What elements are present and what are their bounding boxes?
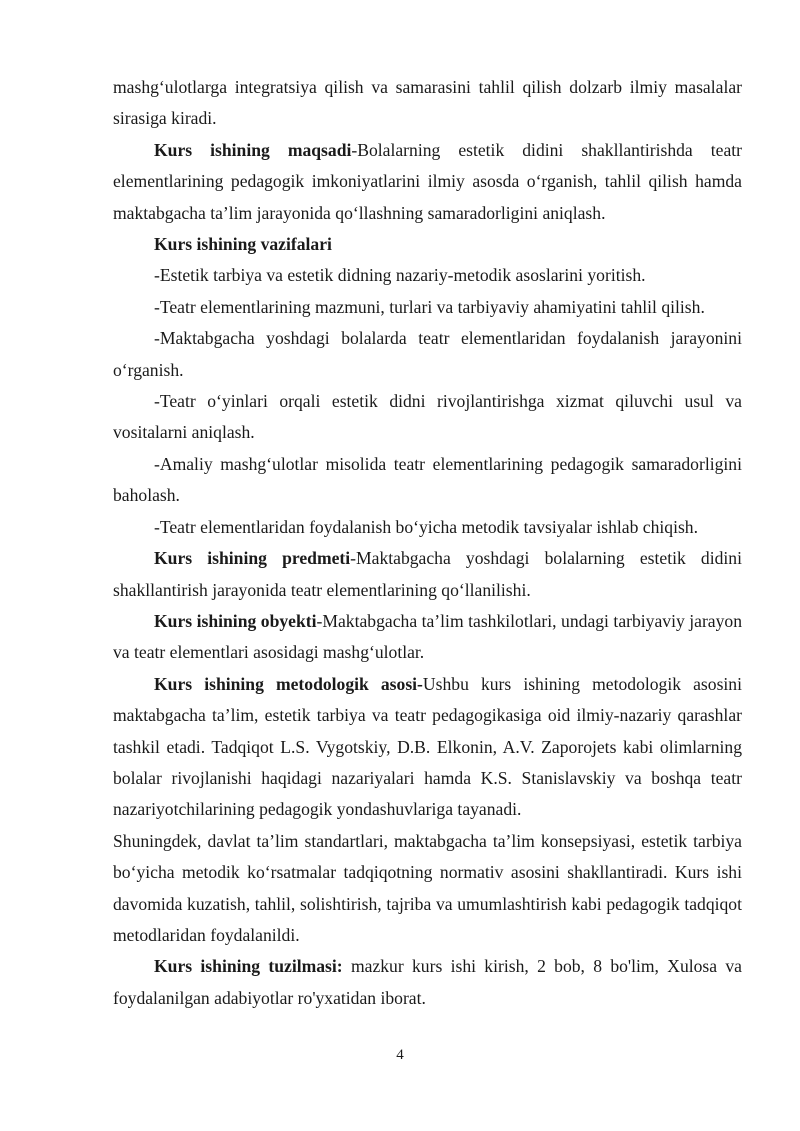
paragraph [113, 606, 742, 669]
paragraph-heading: Kurs ishining maqsadi [154, 139, 352, 160]
paragraph-text: -Teatr elementlarining mazmuni, turlari va tarbiyaviy ahamiyatini tahlil qilish. [154, 296, 705, 317]
paragraph [113, 543, 742, 606]
page-number: 4 [396, 1047, 404, 1063]
paragraph-text: -Amaliy mashg‘ulotlar misolida teatr elementlarining pedagogik samaradorligini baholash. [113, 453, 742, 506]
paragraph [113, 292, 742, 323]
paragraph-heading: Kurs ishining vazifalari [154, 234, 332, 255]
paragraph [113, 826, 742, 952]
paragraph-text: -Estetik tarbiya va estetik didning nazariy-metodik asoslarini yoritish. [154, 265, 646, 286]
paragraph-text: mashg‘ulotlarga integratsiya qilish va samarasini tahlil qilish dolzarb ilmiy masalalar sirasiga kiradi. [113, 77, 742, 129]
paragraph [113, 669, 742, 826]
paragraph [113, 260, 742, 291]
paragraph [113, 135, 742, 229]
paragraph [113, 72, 742, 135]
paragraph-text: -Bolalarning estetik didini shakllantirishda teatr elementlarining pedagogik imkoniyatlarini ilmiy asosda o‘rganish, tahlil qilish hamda maktabgacha ta’lim jarayonida qo‘llashning samaradorligini aniqlash. [113, 139, 742, 223]
paragraph-text: -Maktabgacha ta’lim tashkilotlari, undagi tarbiyaviy jarayon va teatr elementlari asosidagi mashg‘ulotlar. [113, 610, 742, 663]
paragraph [113, 229, 742, 260]
body-text [113, 72, 742, 1014]
paragraph [113, 951, 742, 1014]
paragraph [113, 386, 742, 449]
paragraph-text: Ushbu kurs ishining metodologik asosini maktabgacha ta’lim, estetik tarbiya va teatr pedagogikasiga oid ilmiy-nazariy qarashlar tashkil etadi. Tadqiqot L.S. Vygotskiy, D.B. Elkonin, A.V. Zaporojets kabi olimlarning bolalar rivojlanishi haqidagi nazariyalari hamda K.S. Stanislavskiy va boshqa teatr nazariyotchilarining pedagogik yondashuvlariga tayanadi. [113, 673, 742, 820]
paragraph-heading: Kurs ishining metodologik asosi- [154, 673, 423, 694]
paragraph [113, 449, 742, 512]
paragraph-text: -Maktabgacha yoshdagi bolalarda teatr elementlaridan foydalanish jarayonini o‘rganish. [113, 328, 742, 380]
paragraph-text: -Teatr o‘yinlari orqali estetik didni rivojlantirishga xizmat qiluvchi usul va vositalarni aniqlash. [113, 391, 742, 443]
paragraph [113, 323, 742, 386]
paragraph-text: -Teatr elementlaridan foydalanish bo‘yicha metodik tavsiyalar ishlab chiqish. [154, 516, 698, 537]
paragraph-text: mazkur kurs ishi kirish, 2 bob, 8 bo'lim, Xulosa va foydalanilgan adabiyotlar ro'yxatidan iborat. [113, 956, 742, 1008]
paragraph [113, 512, 742, 543]
paragraph-text: -Maktabgacha yoshdagi bolalarning estetik didini shakllantirish jarayonida teatr elementlarining qo‘llanilishi. [113, 548, 742, 600]
paragraph-heading: Kurs ishining predmeti [154, 548, 351, 569]
paragraph-heading: Kurs ishining tuzilmasi: [154, 956, 343, 977]
paragraph-heading: Kurs ishining obyekti [154, 610, 317, 631]
paragraph-text: Shuningdek, davlat ta’lim standartlari, maktabgacha ta’lim konsepsiyasi, estetik tarbiya bo‘yicha metodik ko‘rsatmalar tadqiqotning normativ asosini shakllantiradi. Kurs ishi davomida kuzatish, tahlil, solishtirish, tajriba va umumlashtirish kabi pedagogik tadqiqot metodlaridan foydalanildi. [113, 830, 742, 945]
